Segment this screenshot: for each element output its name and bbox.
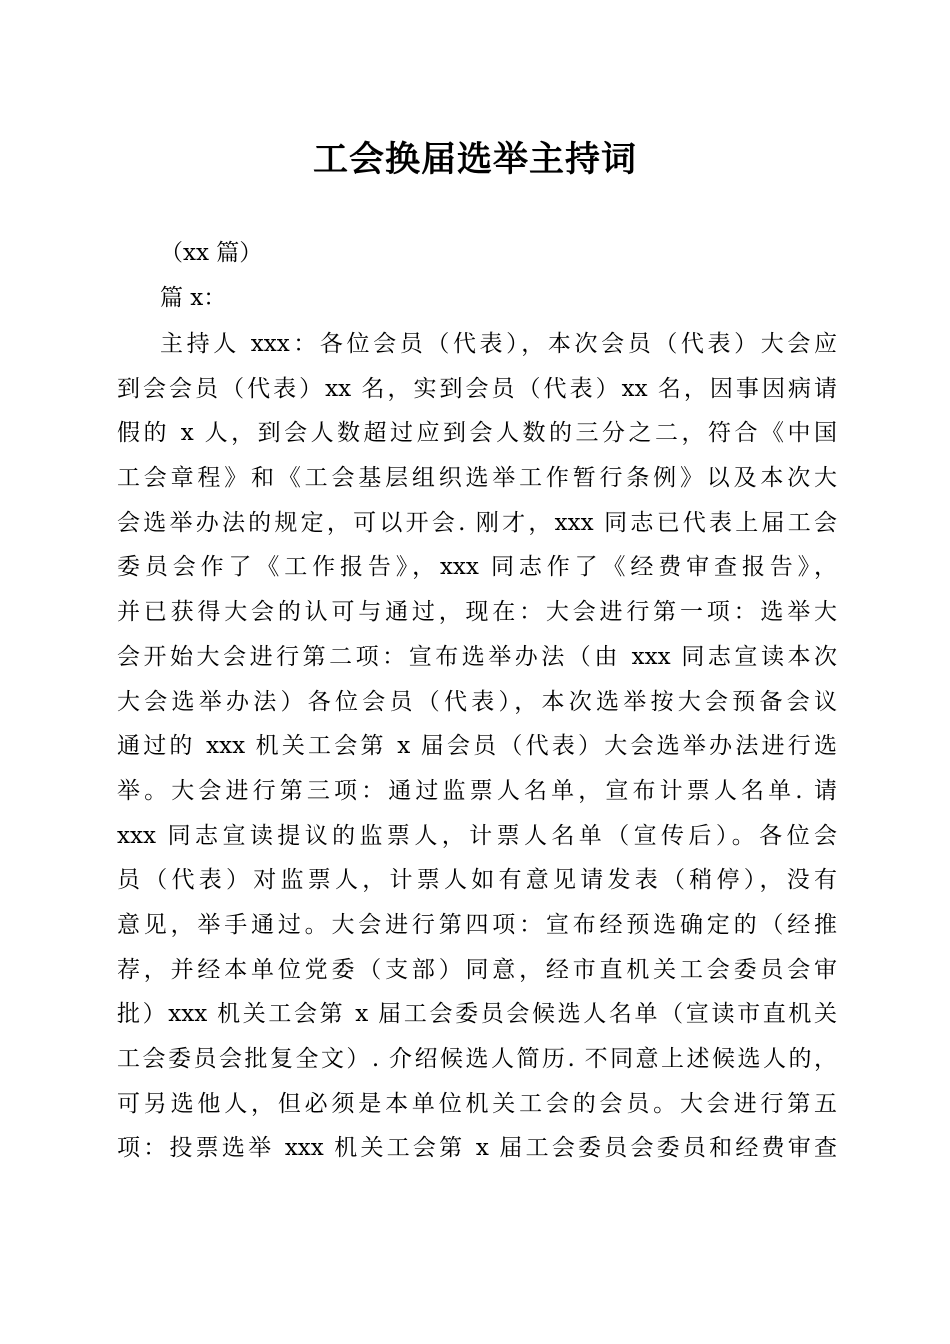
document-title: 工会换届选举主持词 xyxy=(312,139,637,180)
body-line: 可另选他人，但必须是本单位机关工会的会员。大会进行第五 xyxy=(117,1090,837,1117)
body-line: 工会章程》和《工会基层组织选举工作暂行条例》以及本次大 xyxy=(117,465,837,492)
body-line: 会选举办法的规定，可以开会. 刚才，xxx 同志已代表上届工会 xyxy=(117,509,837,536)
section-label: 篇 x： xyxy=(160,285,227,311)
body-line: 意见，举手通过。大会进行第四项：宣布经预选确定的（经推 xyxy=(117,911,837,938)
body-line: 大会选举办法）各位会员（代表），本次选举按大会预备会议 xyxy=(117,688,837,715)
body-line: 通过的 xxx 机关工会第 x 届会员（代表）大会选举办法进行选 xyxy=(117,733,837,760)
body-line: 主持人 xxx：各位会员（代表），本次会员（代表）大会应 xyxy=(160,331,837,357)
body-line: 到会会员（代表）xx 名，实到会员（代表）xx 名，因事因病请 xyxy=(117,375,837,402)
body-line: xxx 同志宣读提议的监票人，计票人名单（宣传后）。各位会 xyxy=(117,822,837,849)
body-paragraph xyxy=(117,322,837,1171)
body-line: 荐，并经本单位党委（支部）同意，经市直机关工会委员会审 xyxy=(117,956,837,983)
body-line: 举。大会进行第三项：通过监票人名单，宣布计票人名单. 请 xyxy=(117,777,837,804)
body-line: 项：投票选举 xxx 机关工会第 x 届工会委员会委员和经费审查 xyxy=(117,1135,837,1162)
article-count: （xx 篇） xyxy=(160,240,263,266)
body-line: 工会委员会批复全文）. 介绍候选人简历. 不同意上述候选人的， xyxy=(117,1046,837,1072)
body-line: 并已获得大会的认可与通过，现在：大会进行第一项：选举大 xyxy=(117,599,837,626)
body-line: 员（代表）对监票人，计票人如有意见请发表（稍停），没有 xyxy=(117,867,837,894)
body-line: 会开始大会进行第二项：宣布选举办法（由 xxx 同志宣读本次 xyxy=(117,643,837,670)
body-line: 假的 x 人，到会人数超过应到会人数的三分之二，符合《中国 xyxy=(117,420,837,447)
body-line: 委员会作了《工作报告》，xxx 同志作了《经费审查报告》， xyxy=(117,554,837,581)
body-line: 批）xxx 机关工会第 x 届工会委员会候选人名单（宣读市直机关 xyxy=(117,1001,837,1028)
